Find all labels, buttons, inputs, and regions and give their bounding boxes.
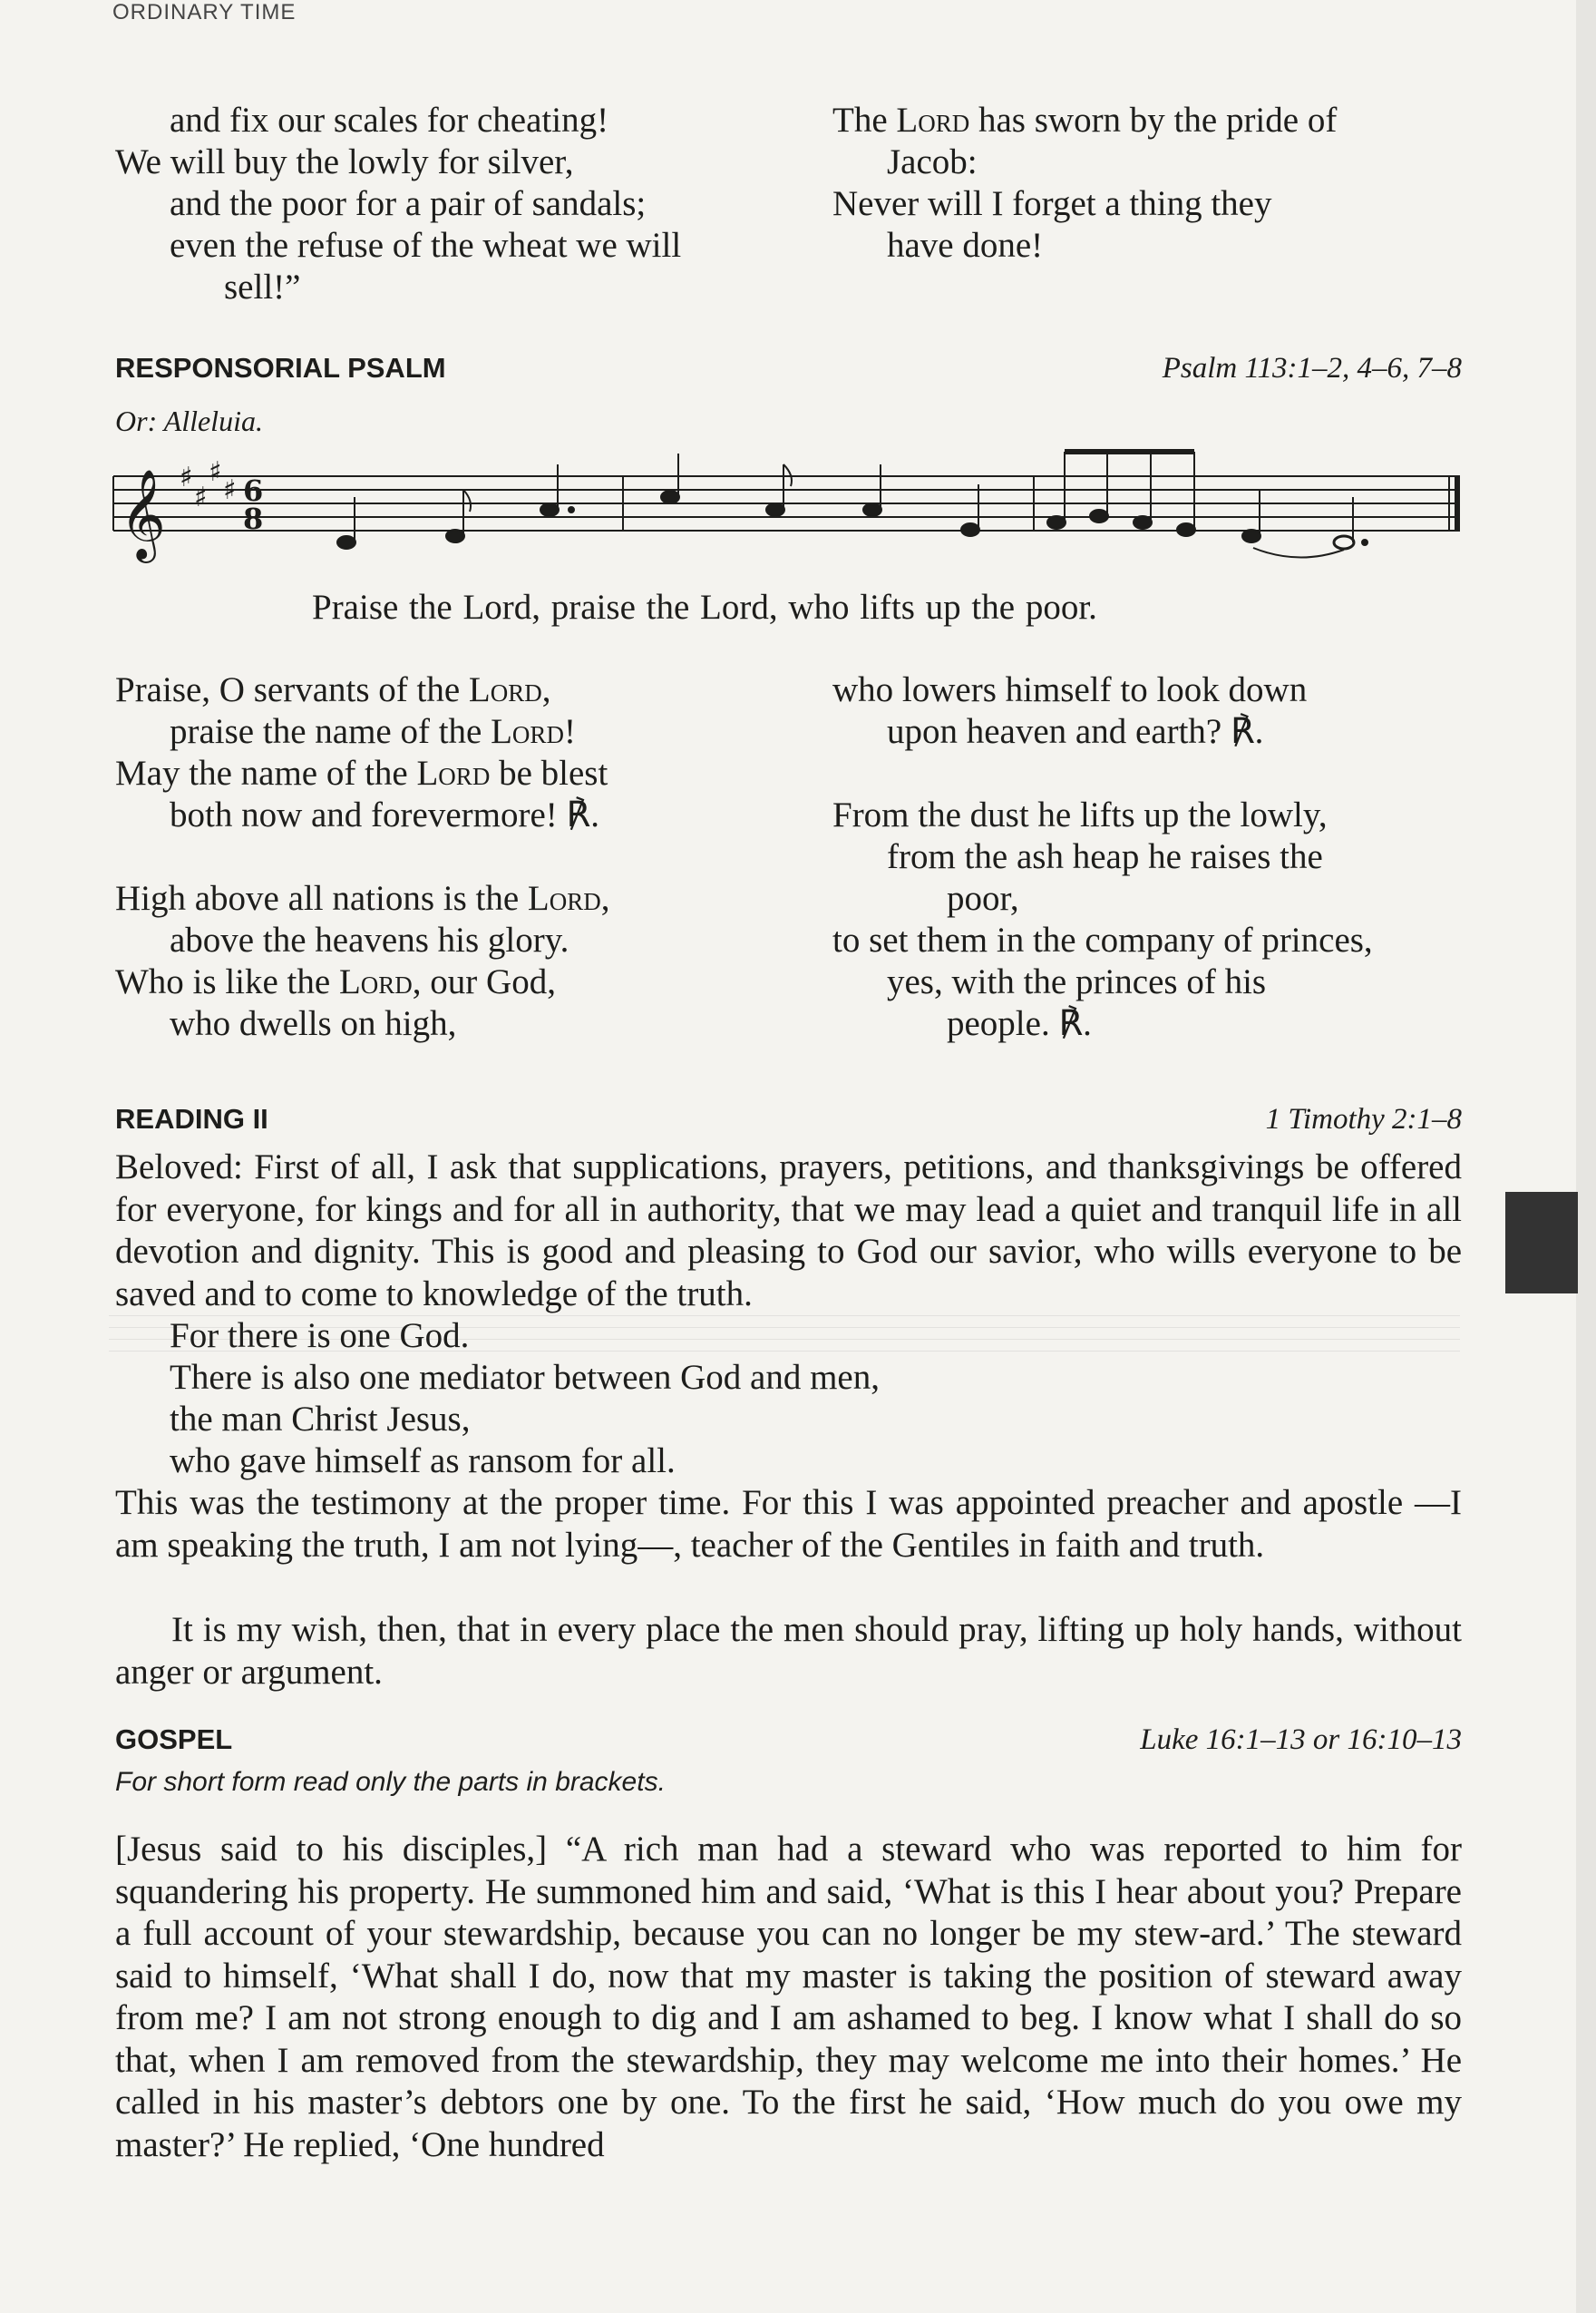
verse-line: both now and forevermore! ℟. <box>170 795 599 834</box>
verse-line: High above all nations is the Lord, <box>115 879 610 918</box>
time-signature-bottom: 8 <box>243 502 264 536</box>
verse-line: above the heavens his glory. <box>170 921 569 960</box>
verse-line: We will buy the lowly for silver, <box>115 142 574 181</box>
psalm-response-lyric: Praise the Lord, praise the Lord, who lifts up the poor. <box>312 588 1097 627</box>
gospel-reference: Luke 16:1–13 or 16:10–13 <box>1140 1723 1462 1756</box>
verse-line: The Lord has sworn by the pride of <box>832 101 1338 140</box>
running-header: ORDINARY TIME <box>112 0 297 24</box>
section-heading-gospel: GOSPEL <box>115 1723 233 1755</box>
verse-line: people. ℟. <box>947 1004 1092 1043</box>
time-signature-top: 6 <box>243 473 264 508</box>
verse-line: the man Christ Jesus, <box>170 1400 471 1439</box>
verse-line: May the name of the Lord be blest <box>115 754 608 793</box>
psalm-alternate-response: Or: Alleluia. <box>115 405 263 437</box>
verse-line: There is also one mediator between God and men, <box>170 1358 880 1397</box>
verse-line: Jacob: <box>887 142 978 181</box>
reading-2-paragraph: It is my wish, then, that in every place the men should pray, lifting up holy hands, without anger or argument. <box>115 1610 1462 1692</box>
verse-line: praise the name of the Lord! <box>170 712 576 751</box>
verse-line: Never will I forget a thing they <box>832 184 1272 223</box>
verse-line: poor, <box>947 879 1019 918</box>
verse-line: who gave himself as ransom for all. <box>170 1441 676 1480</box>
page-edge <box>1576 0 1596 2313</box>
gospel-paragraph: [Jesus said to his disciples,] “A rich man had a steward who was reported to him for squandering his property. He summoned him and said, ‘What is this I hear about you? Prepare a full account of your stewardship, because you can no longer be my stew-ard.’ The steward said to himself, ‘What shall I do, now that my master is taking the position of steward away from me? I am not strong enough to dig and I am ashamed to beg. I know what I shall do so that, when I am removed from the stewardship, they may welcome me into their homes.’ He called in his master’s debtors one by one. To the first he said, ‘How much do you owe my master?’ He replied, ‘One hundred <box>115 1830 1462 2164</box>
verse-line: sell!” <box>224 268 301 307</box>
verse-line: from the ash heap he raises the <box>887 837 1323 876</box>
section-heading-psalm: RESPONSORIAL PSALM <box>115 352 446 384</box>
reading-2-reference: 1 Timothy 2:1–8 <box>1265 1103 1462 1136</box>
svg-text:♯: ♯ <box>194 482 208 513</box>
verse-line: Praise, O servants of the Lord, <box>115 670 551 709</box>
svg-text:♯: ♯ <box>180 462 193 493</box>
verse-line: who dwells on high, <box>170 1004 457 1043</box>
verse-line: even the refuse of the wheat we will <box>170 226 682 265</box>
verse-line: From the dust he lifts up the lowly, <box>832 795 1328 834</box>
psalm-reference: Psalm 113:1–2, 4–6, 7–8 <box>1162 352 1462 385</box>
verse-line: upon heaven and earth? ℟. <box>887 712 1264 751</box>
gospel-short-form-note: For short form read only the parts in brackets. <box>115 1767 666 1797</box>
reading-2-paragraph: This was the testimony at the proper time. For this I was appointed preacher and apostle —I am speaking the truth, I am not lying—, teacher of the Gentiles in faith and truth. <box>115 1483 1462 1565</box>
key-signature-sharps <box>180 456 237 513</box>
section-heading-reading-2: READING II <box>115 1103 268 1135</box>
music-staff <box>109 444 1469 581</box>
verse-line: to set them in the company of princes, <box>832 921 1373 960</box>
verse-line: who lowers himself to look down <box>832 670 1308 709</box>
verse-line: and fix our scales for cheating! <box>170 101 609 140</box>
verse-line: Who is like the Lord, our God, <box>115 962 556 1001</box>
verse-line: and the poor for a pair of sandals; <box>170 184 647 223</box>
verse-line: yes, with the princes of his <box>887 962 1267 1001</box>
svg-text:♯: ♯ <box>209 456 222 488</box>
reading-2-paragraph: Beloved: First of all, I ask that supplications, prayers, petitions, and thanksgivings be offered for everyone, for kings and for all in authority, that we may lead a quiet and tranquil life in all devotion and dignity. This is good and pleasing to God our savior, who wills everyone to be saved and to come to knowledge of the truth. <box>115 1147 1462 1313</box>
treble-clef-icon: 𝄞 <box>120 469 166 560</box>
verse-line: have done! <box>887 226 1044 265</box>
thumb-index-tab <box>1505 1192 1578 1293</box>
svg-text:♯: ♯ <box>223 474 237 506</box>
verse-line: For there is one God. <box>170 1316 470 1355</box>
